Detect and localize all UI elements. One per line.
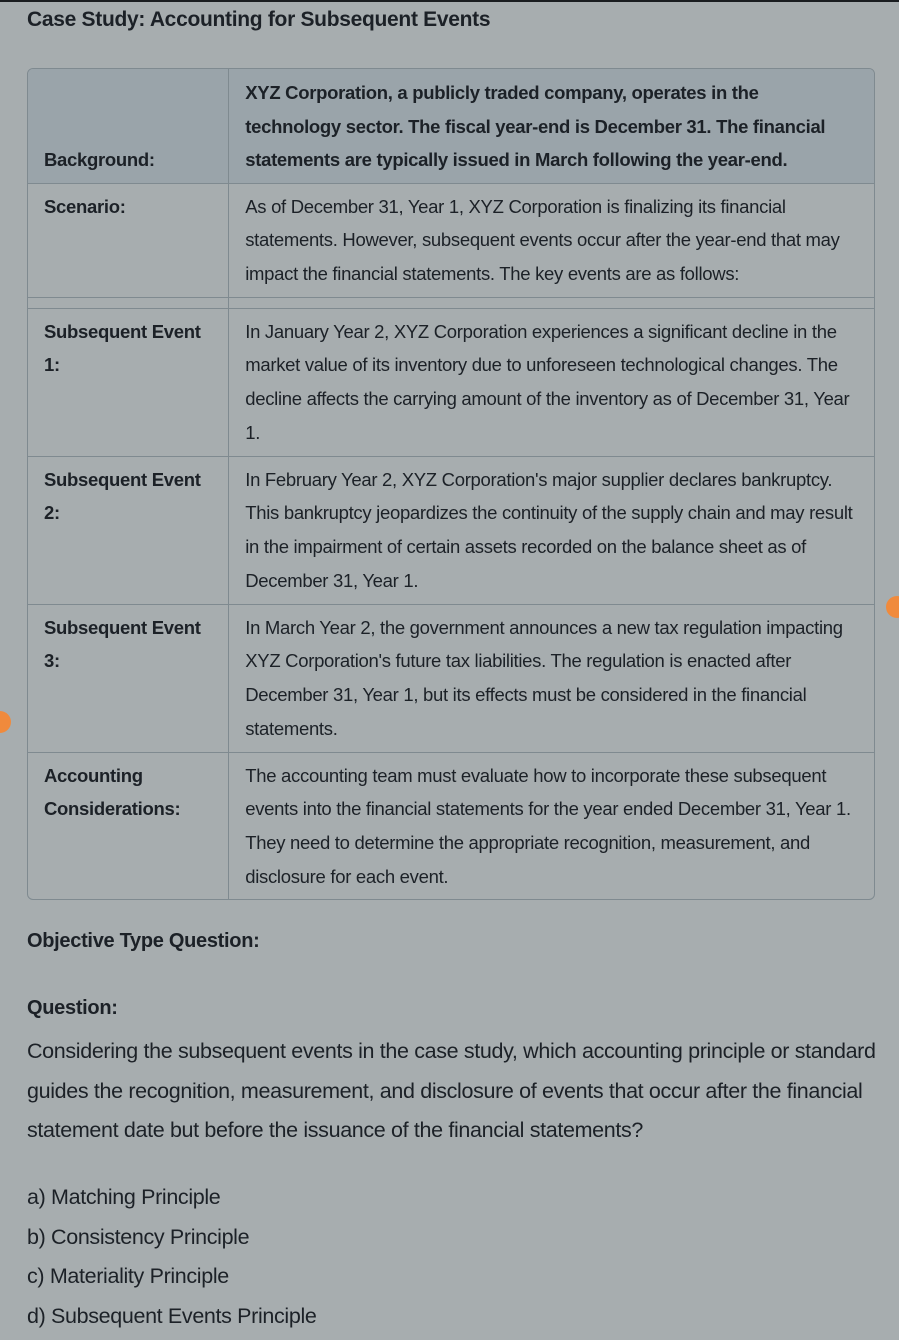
table-row-subsequent-event-3 [28, 605, 874, 753]
table-row-subsequent-event-1 [28, 309, 874, 457]
row-label-scenario: Scenario: [28, 184, 229, 298]
table-row-accounting-considerations [28, 753, 874, 899]
row-value-background: XYZ Corporation, a publicly traded company, operates in the technology sector. The fiscal year-end is December 31. The financial statements are typically issued in March following the year-end. [229, 69, 874, 184]
row-value-scenario: As of December 31, Year 1, XYZ Corporation is finalizing its financial statements. However, subsequent events occur after the year-end that may impact the financial statements. The key events are as follows: [229, 184, 874, 298]
selection-handle-right-icon[interactable] [886, 596, 899, 618]
row-value-empty [229, 298, 874, 309]
case-study-table [27, 68, 875, 900]
row-label-background: Background: [28, 69, 229, 184]
question-heading: Question: [27, 997, 118, 1019]
option-c: c) Materiality Principle [27, 1264, 229, 1288]
table-row-scenario [28, 184, 874, 298]
table-row-background [28, 69, 874, 184]
selection-handle-left-icon[interactable] [0, 711, 11, 733]
table-row-subsequent-event-2 [28, 457, 874, 605]
question-text: Considering the subsequent events in the case study, which accounting principle or standard guides the recognition, measurement, and disclosure of events that occur after the financial statement date but before the issuance of the financial statements? [27, 1039, 876, 1142]
row-label-subsequent-event-1: Subsequent Event 1: [28, 309, 229, 457]
option-d: d) Subsequent Events Principle [27, 1303, 317, 1328]
row-label-subsequent-event-3: Subsequent Event 3: [28, 605, 229, 753]
row-value-accounting-considerations: The accounting team must evaluate how to incorporate these subsequent events into the financial statements for the year ended December 31, Year 1. They need to determine the appropriate recognition, measurement, and disclosure for each event. [245, 764, 851, 887]
row-label-accounting-considerations: Accounting Considerations: [28, 753, 229, 899]
answer-options [27, 1178, 316, 1336]
row-value-subsequent-event-3: In March Year 2, the government announces a new tax regulation impacting XYZ Corporation's future tax liabilities. The regulation is enacted after December 31, Year 1, but its effects must be considered in the financial statements. [229, 605, 874, 753]
objective-heading: Objective Type Question: [27, 930, 260, 952]
row-label-subsequent-event-2: Subsequent Event 2: [28, 457, 229, 605]
row-label-empty [28, 298, 229, 309]
row-value-subsequent-event-1: In January Year 2, XYZ Corporation experiences a significant decline in the market value of its inventory due to unforeseen technological changes. The decline affects the carrying amount of the inventory as of December 31, Year 1. [229, 309, 874, 457]
page-title: Case Study: Accounting for Subsequent Events [27, 8, 491, 31]
top-border [0, 0, 899, 2]
option-a: a) Matching Principle [27, 1185, 221, 1209]
option-b: b) Consistency Principle [27, 1224, 250, 1249]
table-row-empty [28, 298, 874, 309]
row-value-subsequent-event-2: In February Year 2, XYZ Corporation's major supplier declares bankruptcy. This bankruptcy jeopardizes the continuity of the supply chain and may result in the impairment of certain assets recorded on the balance sheet as of December 31, Year 1. [229, 457, 874, 605]
